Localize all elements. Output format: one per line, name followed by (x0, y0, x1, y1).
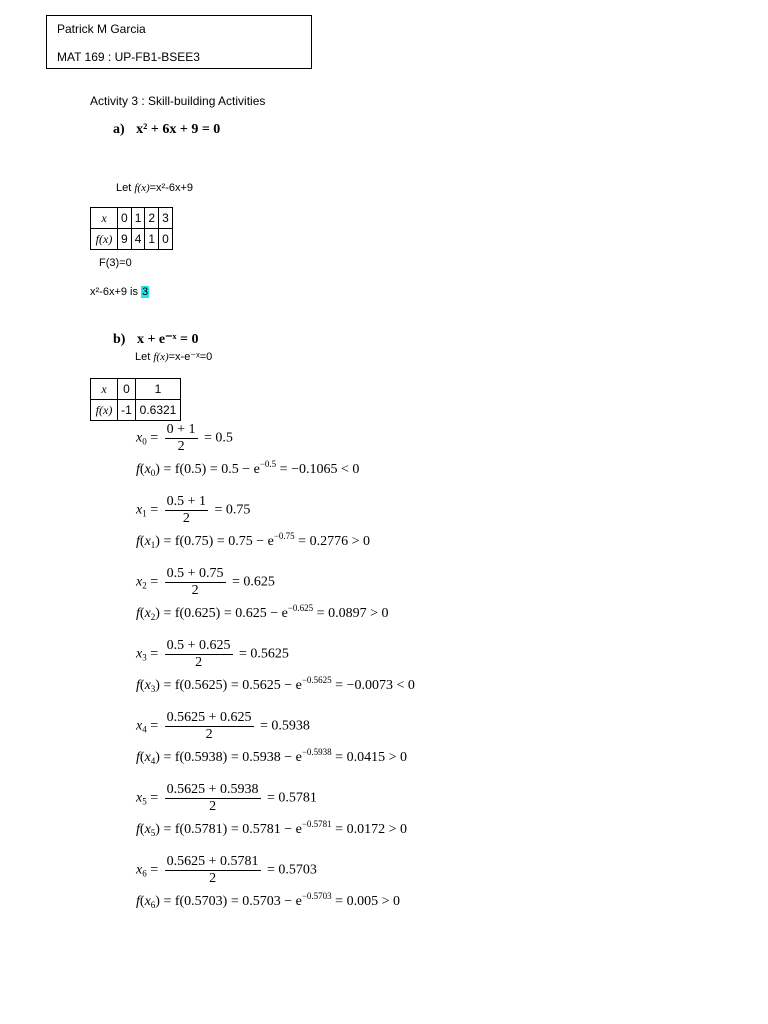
step-var: x (144, 894, 151, 909)
step-var: x (136, 862, 143, 878)
course-code: MAT 169 : UP-FB1-BSEE3 (57, 50, 200, 64)
part-a-let (116, 182, 193, 194)
table-cell: 1 (131, 208, 145, 229)
fraction-numerator: 0.5625 + 0.625 (166, 710, 252, 725)
step-result: = 0.5938 (260, 718, 310, 734)
step-var: x (136, 646, 143, 662)
step-exponent: −0.5625 (301, 675, 332, 685)
table-row (91, 229, 173, 250)
step-subscript: 2 (142, 580, 147, 591)
part-a-label: a) (113, 122, 125, 137)
step-fraction (165, 782, 261, 815)
step-exponent: −0.5 (259, 459, 277, 469)
step-result: = 0.75 (214, 502, 251, 518)
part-b-equation: x + e⁻ˣ = 0 (136, 332, 199, 347)
part-b-let-fx: f(x) (153, 351, 169, 363)
step-f-line: = f(0.5625) = 0.5625 − e (163, 678, 302, 693)
step-var: x (144, 462, 151, 477)
step-midpoint: $x_2$ = $\frac{0.5 + 0.75}{2}$ = 0.625 (136, 566, 275, 598)
step-result: = 0.625 (232, 574, 275, 590)
step-var: x (136, 718, 143, 734)
step-midpoint: $x_5$ = $\frac{0.5625 + 0.5938}{2}$ = 0.5781 (136, 782, 317, 814)
table-cell: 0.6321 (136, 400, 181, 421)
step-evaluation: $f(x_1) = f(0.75) = 0.75 - e^{-0.75} = 0.2776 > 0$ (136, 531, 370, 550)
table-cell: 0 (118, 379, 136, 400)
part-a-let-rest: =x²-6x+9 (149, 182, 194, 194)
fraction-denominator: 2 (205, 727, 213, 742)
step-var: x (144, 534, 151, 549)
step-subscript: 3 (150, 684, 156, 694)
fraction-denominator: 2 (182, 511, 190, 526)
step-evaluation: $f(x_0) = f(0.5) = 0.5 - e^{-0.5} = -0.1065 < 0$ (136, 459, 360, 478)
table-header-x: x (91, 208, 118, 229)
activity-title: Activity 3 : Skill-building Activities (90, 94, 266, 108)
step-subscript: 4 (142, 724, 147, 735)
step-var: x (136, 502, 143, 518)
table-cell: 0 (118, 208, 132, 229)
step-subscript: 5 (150, 828, 156, 838)
fraction-denominator: 2 (209, 871, 217, 886)
step-subscript: 3 (142, 652, 147, 663)
table-cell: 0 (159, 229, 173, 250)
fraction-numerator: 0.5625 + 0.5938 (166, 782, 259, 797)
step-f-result: = 0.0897 > 0 (316, 606, 389, 621)
step-f-result: = 0.0415 > 0 (335, 750, 407, 765)
step-subscript: 6 (142, 868, 147, 879)
step-fraction (165, 566, 226, 599)
step-subscript: 4 (150, 756, 156, 766)
step-subscript: 1 (150, 540, 156, 550)
author-name: Patrick M Garcia (57, 22, 146, 36)
step-exponent: −0.625 (287, 603, 314, 613)
step-fraction (165, 494, 208, 527)
step-var: x (144, 750, 151, 765)
step-f-line: = f(0.5938) = 0.5938 − e (163, 750, 302, 765)
step-var: x (144, 678, 151, 693)
fraction-numerator: 0.5 + 0.625 (166, 638, 231, 653)
step-subscript: 6 (150, 900, 156, 910)
step-evaluation: $f(x_3) = f(0.5625) = 0.5625 - e^{-0.5625} = -0.0073 < 0$ (136, 675, 415, 694)
step-evaluation: $f(x_6) = f(0.5703) = 0.5703 - e^{-0.5703} = 0.005 > 0$ (136, 891, 400, 910)
part-b-table (90, 378, 181, 421)
step-f-result: = −0.1065 < 0 (279, 462, 360, 477)
step-evaluation: $f(x_4) = f(0.5938) = 0.5938 - e^{-0.5938} = 0.0415 > 0$ (136, 747, 407, 766)
fraction-numerator: 0.5625 + 0.5781 (166, 854, 259, 869)
step-subscript: 5 (142, 796, 147, 807)
part-a-table (90, 207, 173, 250)
step-var: x (136, 430, 143, 446)
table-cell: 3 (159, 208, 173, 229)
table-row (91, 208, 173, 229)
step-exponent: −0.5703 (301, 891, 332, 901)
part-a-note: F(3)=0 (99, 257, 132, 269)
step-subscript: 1 (142, 508, 147, 519)
step-fraction (165, 422, 198, 455)
step-f-result: = 0.2776 > 0 (298, 534, 370, 549)
table-cell: -1 (118, 400, 136, 421)
table-cell: 1 (136, 379, 181, 400)
header-box (46, 15, 312, 69)
step-fraction (165, 710, 254, 743)
step-fraction (165, 638, 233, 671)
fraction-numerator: 0.5 + 0.75 (166, 566, 224, 581)
step-evaluation: $f(x_2) = f(0.625) = 0.625 - e^{-0.625} = 0.0897 > 0$ (136, 603, 389, 622)
step-exponent: −0.5781 (301, 819, 332, 829)
part-a-answer-value: 3 (142, 286, 149, 298)
part-b-let-rest: =x-e⁻ˣ=0 (168, 351, 213, 363)
step-exponent: −0.75 (273, 531, 295, 541)
step-fraction (165, 854, 261, 887)
table-header-fx: f(x) (91, 229, 118, 250)
step-f-result: = 0.0172 > 0 (335, 822, 407, 837)
step-var: x (144, 606, 151, 621)
part-b-let (135, 350, 212, 363)
part-a-let-prefix: Let (116, 182, 135, 194)
table-header-x: x (91, 379, 118, 400)
step-f-line: = f(0.5) = 0.5 − e (163, 462, 260, 477)
fraction-numerator: 0 + 1 (166, 422, 196, 437)
fraction-denominator: 2 (191, 583, 199, 598)
step-midpoint: $x_1$ = $\frac{0.5 + 1}{2}$ = 0.75 (136, 494, 251, 526)
part-a-answer (90, 286, 149, 298)
step-subscript: 2 (150, 612, 156, 622)
step-result: = 0.5781 (267, 790, 317, 806)
step-var: x (136, 790, 143, 806)
part-b-label: b) (113, 332, 126, 347)
table-row (91, 400, 181, 421)
part-a-equation: x² + 6x + 9 = 0 (136, 122, 221, 137)
part-b-let-prefix: Let (135, 351, 154, 363)
step-f-result: = 0.005 > 0 (335, 894, 400, 909)
step-result: = 0.5703 (267, 862, 317, 878)
step-midpoint: $x_3$ = $\frac{0.5 + 0.625}{2}$ = 0.5625 (136, 638, 289, 670)
fraction-denominator: 2 (195, 655, 203, 670)
step-result: = 0.5625 (239, 646, 289, 662)
table-cell: 4 (131, 229, 145, 250)
step-var: x (136, 574, 143, 590)
part-a-answer-prefix: x²-6x+9 is (90, 286, 142, 298)
step-f-line: = f(0.5781) = 0.5781 − e (163, 822, 302, 837)
step-midpoint: $x_0$ = $\frac{0 + 1}{2}$ = 0.5 (136, 422, 233, 454)
step-evaluation: $f(x_5) = f(0.5781) = 0.5781 - e^{-0.5781} = 0.0172 > 0$ (136, 819, 407, 838)
step-f-line: = f(0.625) = 0.625 − e (163, 606, 288, 621)
table-cell: 9 (118, 229, 132, 250)
step-subscript: 0 (142, 436, 147, 447)
fraction-numerator: 0.5 + 1 (166, 494, 207, 509)
step-subscript: 0 (150, 468, 156, 478)
step-f-line: = f(0.5703) = 0.5703 − e (163, 894, 302, 909)
table-row (91, 379, 181, 400)
part-b-heading (113, 331, 199, 348)
table-cell: 1 (145, 229, 159, 250)
step-result: = 0.5 (204, 430, 233, 446)
step-midpoint: $x_4$ = $\frac{0.5625 + 0.625}{2}$ = 0.5938 (136, 710, 310, 742)
step-midpoint: $x_6$ = $\frac{0.5625 + 0.5781}{2}$ = 0.5703 (136, 854, 317, 886)
step-exponent: −0.5938 (301, 747, 332, 757)
table-cell: 2 (145, 208, 159, 229)
fraction-denominator: 2 (209, 799, 217, 814)
part-a-heading (113, 122, 220, 138)
fraction-denominator: 2 (177, 439, 185, 454)
step-f-result: = −0.0073 < 0 (335, 678, 415, 693)
step-f-line: = f(0.75) = 0.75 − e (163, 534, 274, 549)
table-header-fx: f(x) (91, 400, 118, 421)
step-var: x (144, 822, 151, 837)
part-a-let-fx: f(x) (134, 182, 150, 194)
